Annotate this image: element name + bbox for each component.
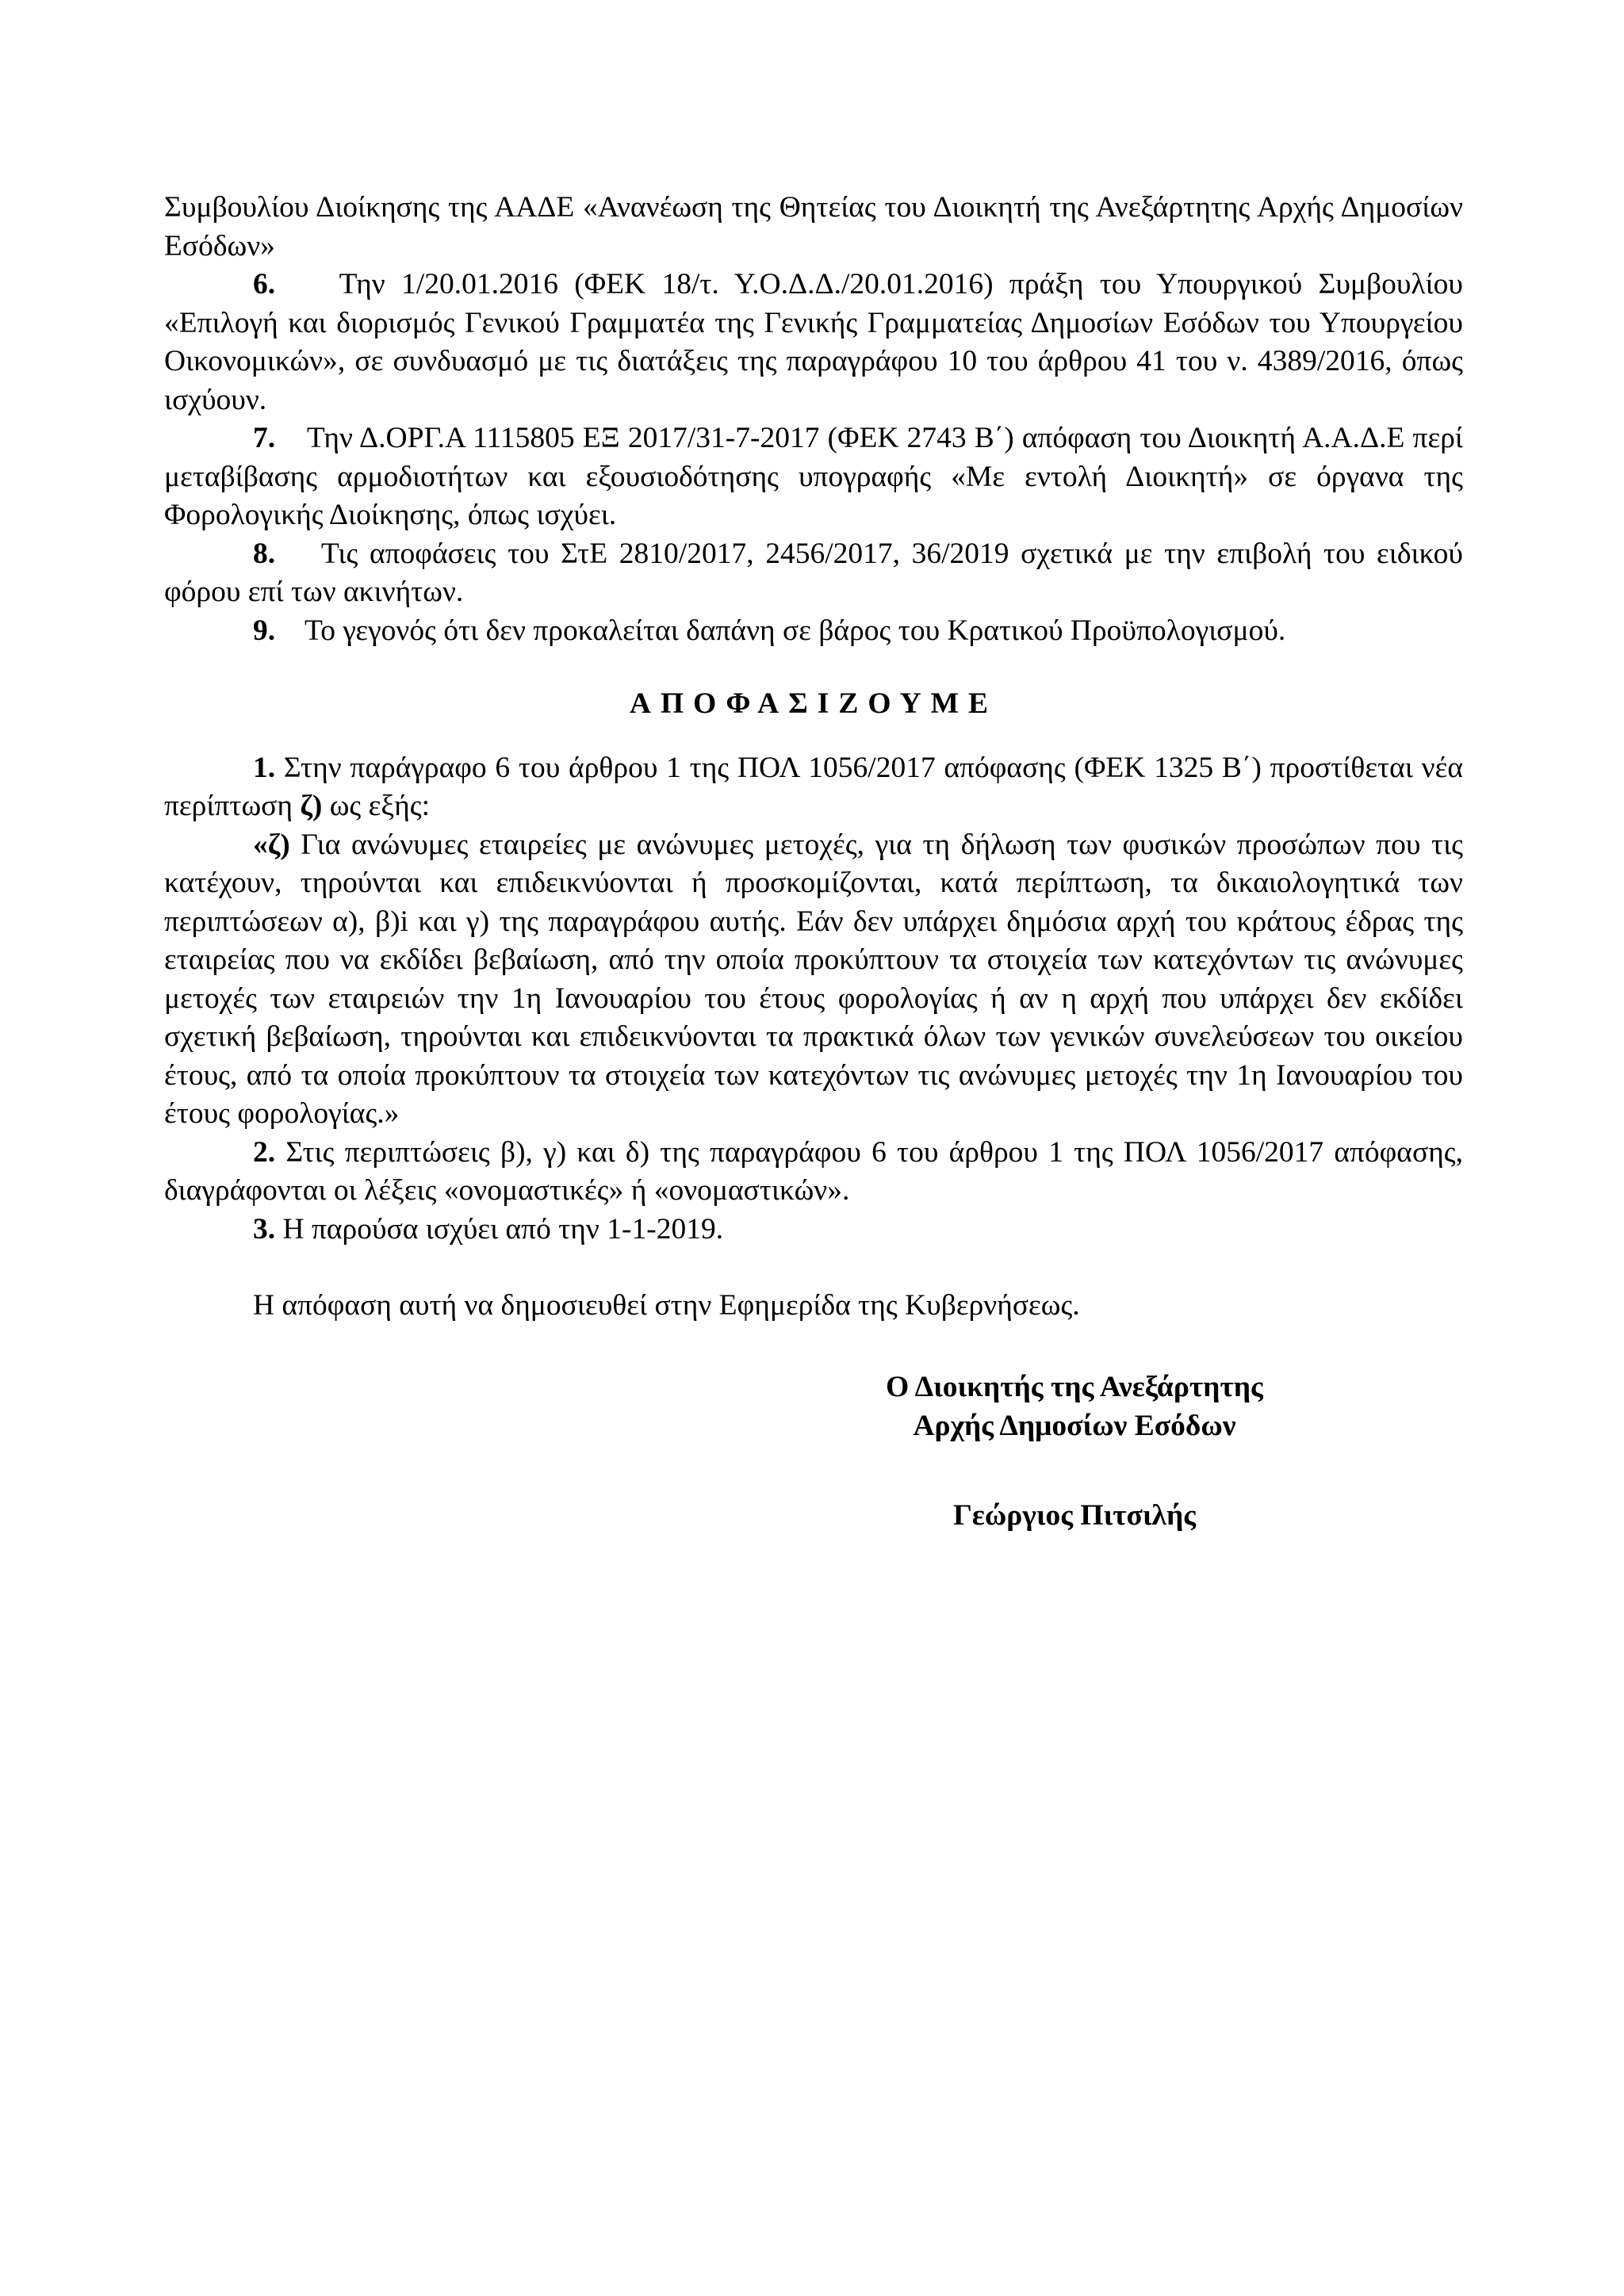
- document-page: [164, 189, 1464, 1532]
- item-text: Τις αποφάσεις του ΣτΕ 2810/2017, 2456/2017, 36/2019 σχετικά με την επιβολή του ειδικού φόρου επί των ακινήτων.: [164, 537, 1463, 608]
- signatory-title-line-1: Ο Διοικητής της Ανεξάρτητης: [886, 1371, 1263, 1403]
- decision-item-1: [164, 749, 1463, 826]
- case-label: ζ): [300, 790, 323, 822]
- preamble-item-9: [164, 612, 1463, 651]
- item-text-after: ως εξής:: [329, 790, 430, 822]
- signatory-title: [789, 1368, 1360, 1445]
- item-number: 7.: [253, 422, 276, 454]
- decision-item-2: [164, 1134, 1463, 1211]
- item-text: Την Δ.ΟΡΓ.Α 1115805 ΕΞ 2017/31-7-2017 (ΦΕΚ 2743 Β΄) απόφαση του Διοικητή Α.Α.Δ.Ε περί μεταβίβασης αρμοδιοτήτων και εξουσιοδότησης υπογραφής «Με εντολή Διοικητή» σε όργανα της Φορολογικής Διοίκησης, όπως ισχύει.: [164, 422, 1463, 531]
- decision-item-3: [164, 1211, 1463, 1249]
- item-text: Στις περιπτώσεις β), γ) και δ) της παραγράφου 6 του άρθρου 1 της ΠΟΛ 1056/2017 απόφασης, διαγράφονται οι λέξεις «ονομαστικές» ή «ονομαστικών».: [164, 1135, 1464, 1207]
- item-number: 9.: [253, 614, 276, 647]
- item-text: Το γεγονός ότι δεν προκαλείται δαπάνη σε βάρος του Κρατικού Προϋπολογισμού.: [304, 614, 1286, 647]
- item-text: Η παρούσα ισχύει από την 1-1-2019.: [282, 1212, 724, 1246]
- amendment-quote: [164, 826, 1463, 1134]
- item-text-before: Στην παράγραφο 6 του άρθρου 1 της ΠΟΛ 1056/2017 απόφασης (ΦΕΚ 1325 Β΄) προστίθεται νέα περίπτωση: [164, 751, 1463, 822]
- item-number: 1.: [253, 751, 276, 784]
- item-number: 8.: [253, 537, 276, 570]
- signatory-title-line-2: Αρχής Δημοσίων Εσόδων: [913, 1409, 1236, 1442]
- preamble-item-6: [164, 266, 1463, 419]
- item-number: 3.: [253, 1212, 276, 1246]
- preamble-continuation: Συμβουλίου Διοίκησης της ΑΑΔΕ «Ανανέωση της Θητείας του Διοικητή της Ανεξάρτητης Αρχής Δημοσίων Εσόδων»: [164, 191, 1463, 262]
- quote-text: Για ανώνυμες εταιρείες με ανώνυμες μετοχές, για τη δήλωση των φυσικών προσώπων που τις κατέχουν, τηρούνται και επιδεικνύονται ή προσκομίζονται, κατά περίπτωση, τα δικαιολογητικά των περιπτώσεων α), β)i και γ) της παραγράφου αυτής. Εάν δεν υπάρχει δημόσια αρχή του κράτους έδρας της εταιρείας που να εκδίδει βεβαίωση, από την οποία προκύπτουν τα στοιχεία των κατεχόντων τις ανώνυμες μετοχές των εταιρειών την 1η Ιανουαρίου του έτους φορολογίας ή αν η αρχή που υπάρχει δεν εκδίδει σχετική βεβαίωση, τηρούνται και επιδεικνύονται τα πρακτικά όλων των γενικών συνελεύσεων του οικείου έτους, από τα οποία προκύπτουν τα στοιχεία των κατεχόντων τις ανώνυμες μετοχές την 1η Ιανουαρίου του έτους φορολογίας.»: [164, 828, 1464, 1130]
- quote-label: «ζ): [253, 828, 290, 861]
- decision-heading: ΑΠΟΦΑΣΙΖΟΥΜΕ: [629, 687, 998, 720]
- publication-note: Η απόφαση αυτή να δημοσιευθεί στην Εφημερίδα της Κυβερνήσεως.: [253, 1289, 1080, 1322]
- item-text: Την 1/20.01.2016 (ΦΕΚ 18/τ. Υ.Ο.Δ.Δ./20.01.2016) πράξη του Υπουργικού Συμβουλίου «Επιλογή και διορισμός Γενικού Γραμματέα της Γενικής Γραμματείας Δημοσίων Εσόδων του Υπουργείου Οικονομικών», σε συνδυασμό με τις διατάξεις της παραγράφου 10 του άρθρου 41 του ν. 4389/2016, όπως ισχύουν.: [164, 268, 1464, 416]
- preamble-item-7: [164, 419, 1463, 535]
- preamble-item-8: [164, 535, 1463, 612]
- item-number: 6.: [253, 268, 276, 300]
- signatory-name: Γεώργιος Πιτσιλής: [952, 1499, 1197, 1532]
- item-number: 2.: [253, 1135, 276, 1169]
